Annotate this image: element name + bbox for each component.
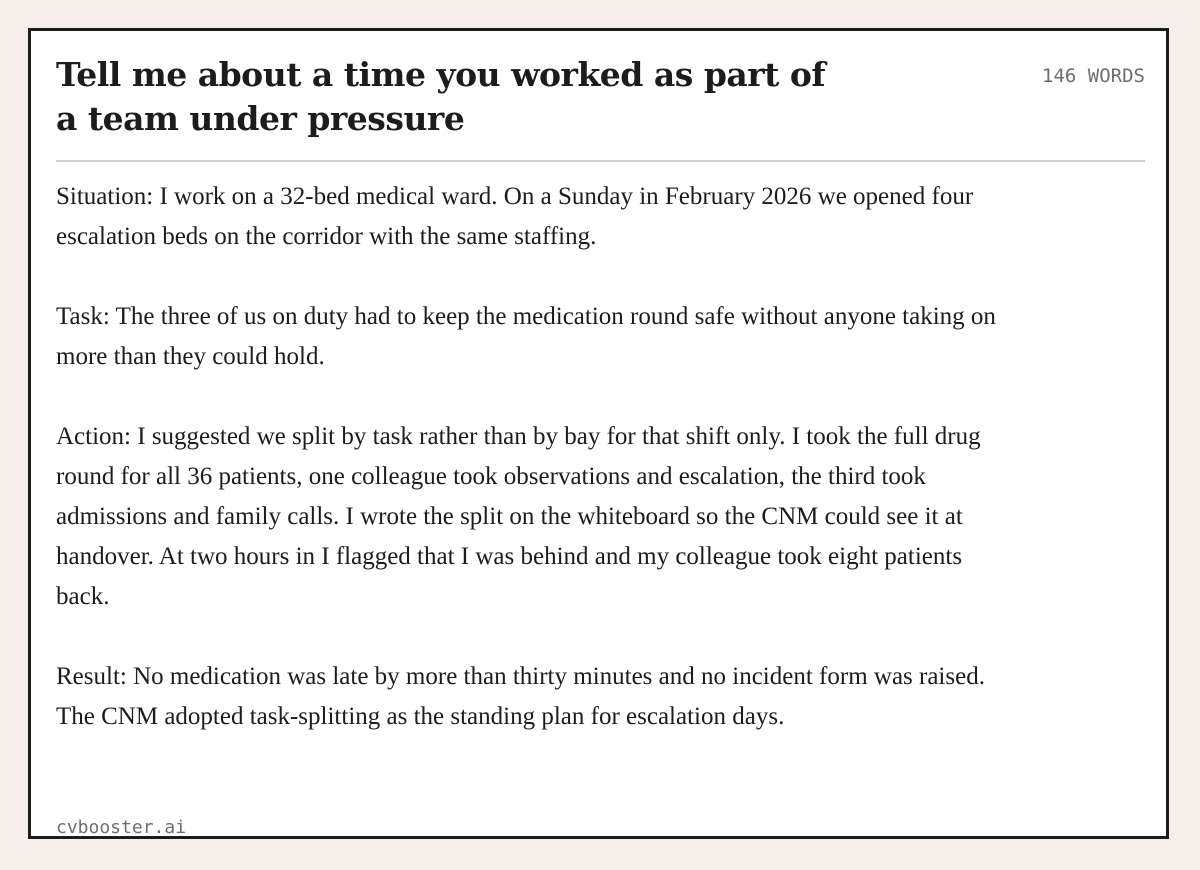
paragraph-situation: Situation: I work on a 32-bed medical ward. On a Sunday in February 2026 we opened four escalation beds on the corridor with the same staffing. <box>56 183 974 250</box>
answer-body <box>56 177 1016 777</box>
header-divider <box>56 160 1145 162</box>
paragraph-task: Task: The three of us on duty had to keep the medication round safe without anyone taking on more than they could hold. <box>56 303 996 370</box>
question-title: Tell me about a time you worked as part of a team under pressure <box>56 55 826 138</box>
paragraph-action: Action: I suggested we split by task rather than by bay for that shift only. I took the full drug round for all 36 patients, one colleague took observations and escalation, the third took admissions and family calls. I wrote the split on the whiteboard so the CNM could see it at handover. At two hours in I flagged that I was behind and my colleague took eight patients back. <box>56 423 981 610</box>
card-header <box>56 53 1145 163</box>
word-count-badge: 146 WORDS <box>1042 65 1145 87</box>
brand-footer: cvbooster.ai <box>56 817 187 838</box>
paragraph-result: Result: No medication was late by more than thirty minutes and no incident form was raised. The CNM adopted task-splitting as the standing plan for escalation days. <box>56 663 985 730</box>
answer-card <box>28 28 1169 839</box>
